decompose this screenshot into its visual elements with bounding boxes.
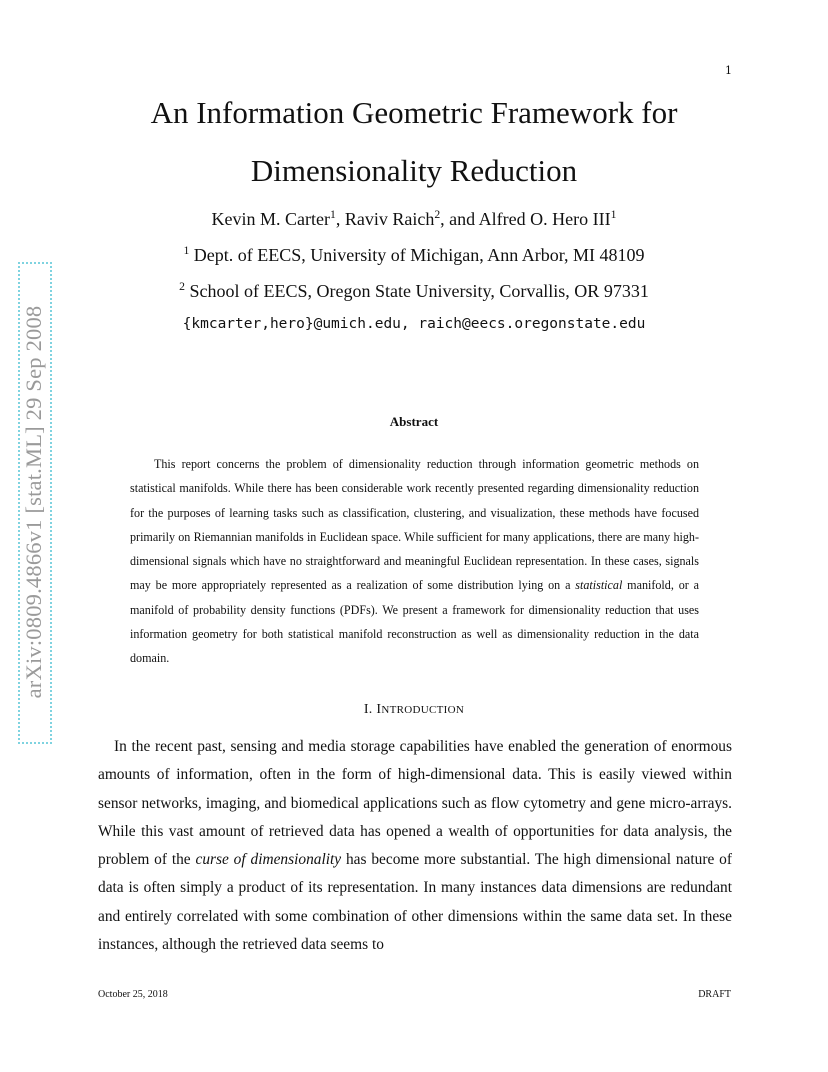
paragraph-emphasis: curse of dimensionality: [195, 851, 342, 869]
abstract-heading: Abstract: [389, 414, 439, 429]
author-list: [0, 208, 828, 230]
author-separator: ,: [335, 209, 345, 229]
section-title-rest: NTRODUCTION: [381, 704, 465, 716]
affiliation-text: Dept. of EECS, University of Michigan, Ann Arbor, MI 48109: [193, 245, 645, 265]
arxiv-identifier[interactable]: arXiv:0809.4866v1 [stat.ML] 29 Sep 2008: [21, 305, 46, 699]
abstract-text-part: This report concerns the problem of dimensionality reduction through information geometric methods on statistical manifolds. While there has been considerable work recently presented regarding dimensionality reduction for the purposes of learning tasks such as classification, clustering, and visualization, these methods have focused primarily on Riemannian manifolds in Euclidean space. While sufficient for many applications, there are many high-dimensional signals which have no straightforward and meaningful Euclidean representation. In these cases, signals may be more appropriately represented as a realization of some distribution lying on a: [130, 457, 699, 593]
abstract-text-part: manifold, or a manifold of probability density functions (PDFs). We present a framework for dimensionality reduction that uses information geometry for both statistical manifold reconstruction as well as dimensionality reduction in the data domain.: [130, 578, 699, 666]
author-name: Kevin M. Carter: [211, 209, 330, 229]
abstract-text: [130, 452, 699, 671]
author-separator: , and: [440, 209, 479, 229]
section-number: I.: [363, 702, 373, 717]
footer-date: October 25, 2018: [98, 989, 168, 1000]
affiliation-mark: 2: [179, 280, 186, 293]
section-heading-introduction: [0, 702, 828, 718]
title-line-1: An Information Geometric Framework for: [150, 95, 678, 130]
affiliation-text: School of EECS, Oregon State University, Corvallis, OR 97331: [189, 281, 649, 301]
affiliation: [0, 280, 828, 302]
page-number: 1: [725, 64, 732, 77]
paper-title: [0, 84, 828, 200]
author-affiliation-mark: 1: [330, 208, 336, 221]
abstract-emphasis: statistical: [575, 578, 623, 593]
paragraph-text-part: has become more substantial. The high dimensional nature of data is often simply a product of its representation. In many instances data dimensions are redundant and entirely correlated with some combination of other dimensions within the same data set. In these instances, although the retrieved data seems to: [98, 851, 732, 954]
affiliation-mark: 1: [183, 244, 190, 257]
author-emails: {kmcarter,hero}@umich.edu, raich@eecs.oregonstate.edu: [182, 316, 646, 332]
affiliation: [0, 244, 828, 266]
author-affiliation-mark: 2: [434, 208, 441, 221]
arxiv-stamp: [18, 262, 52, 742]
introduction-paragraph: [98, 733, 732, 959]
author-name: Alfred O. Hero III: [478, 209, 611, 229]
author-affiliation-mark: 1: [610, 208, 617, 221]
author-name: Raviv Raich: [344, 209, 435, 229]
paragraph-text-part: In the recent past, sensing and media storage capabilities have enabled the generation of enormous amounts of information, often in the form of high-dimensional data. This is easily viewed within sensor networks, imaging, and biomedical applications such as flow cytometry and gene micro-arrays. While this vast amount of retrieved data has opened a wealth of opportunities for data analysis, the problem of the: [98, 738, 732, 869]
section-title-initial: I: [376, 702, 382, 717]
title-line-2: Dimensionality Reduction: [250, 153, 578, 188]
footer-status: DRAFT: [698, 989, 731, 1000]
